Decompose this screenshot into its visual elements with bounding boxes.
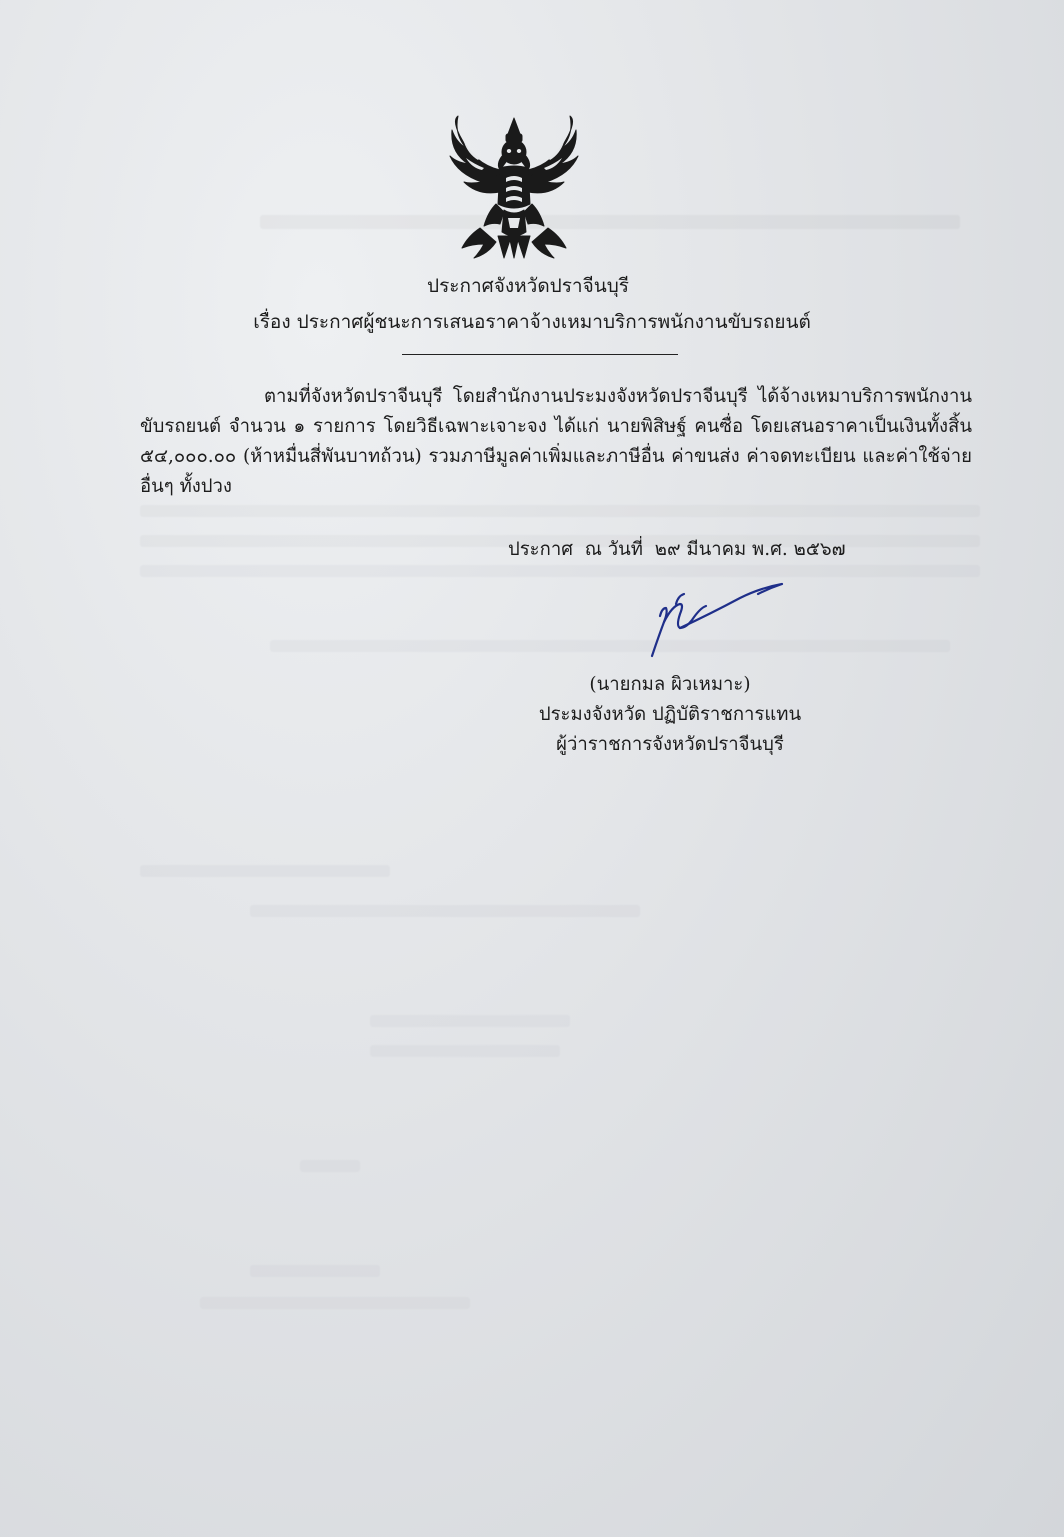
body-line: ขับรถยนต์ จำนวน ๑ รายการ โดยวิธีเฉพาะเจาะจง ได้แก่ นายพิสิษฐ์ คนซื่อ โดยเสนอราคาเป็นเงินทั้งสิ้น: [140, 416, 972, 437]
document-subject: เรื่อง ประกาศผู้ชนะการเสนอราคาจ้างเหมาบริการพนักงานขับรถยนต์: [253, 311, 811, 333]
garuda-emblem-icon: [444, 112, 584, 262]
bleed-through-texture: [370, 1045, 560, 1057]
bleed-through-texture: [200, 1297, 470, 1309]
signatory-block: [520, 670, 820, 760]
bleed-through-texture: [370, 1015, 570, 1027]
signatory-name: (นายกมล ผิวเหมาะ): [589, 674, 751, 695]
announcement-date: ประกาศ ณ วันที่ ๒๙ มีนาคม พ.ศ. ๒๕๖๗: [508, 539, 846, 560]
document-title: ประกาศจังหวัดปราจีนบุรี: [427, 275, 629, 297]
bleed-through-texture: [140, 505, 980, 517]
body-line: อื่นๆ ทั้งปวง: [140, 476, 232, 497]
signatory-office: ผู้ว่าราชการจังหวัดปราจีนบุรี: [556, 734, 784, 755]
bleed-through-texture: [300, 1160, 360, 1172]
bleed-through-texture: [260, 215, 960, 229]
signatory-position: ประมงจังหวัด ปฏิบัติราชการแทน: [538, 704, 802, 725]
bleed-through-texture: [140, 865, 390, 877]
bleed-through-texture: [250, 905, 640, 917]
bleed-through-texture: [140, 565, 980, 577]
handwritten-signature: [640, 578, 790, 658]
bleed-through-texture: [250, 1265, 380, 1277]
body-line: ตามที่จังหวัดปราจีนบุรี โดยสำนักงานประมงจังหวัดปราจีนบุรี ได้จ้างเหมาบริการพนักงาน: [264, 386, 972, 407]
bleed-through-texture: [270, 640, 950, 652]
body-line: ๕๔,๐๐๐.๐๐ (ห้าหมื่นสี่พันบาทถ้วน) รวมภาษีมูลค่าเพิ่มและภาษีอื่น ค่าขนส่ง ค่าจดทะเบียน และค่าใช้จ่าย: [140, 446, 972, 467]
title-divider: [402, 354, 678, 355]
announcement-body: [140, 382, 972, 502]
